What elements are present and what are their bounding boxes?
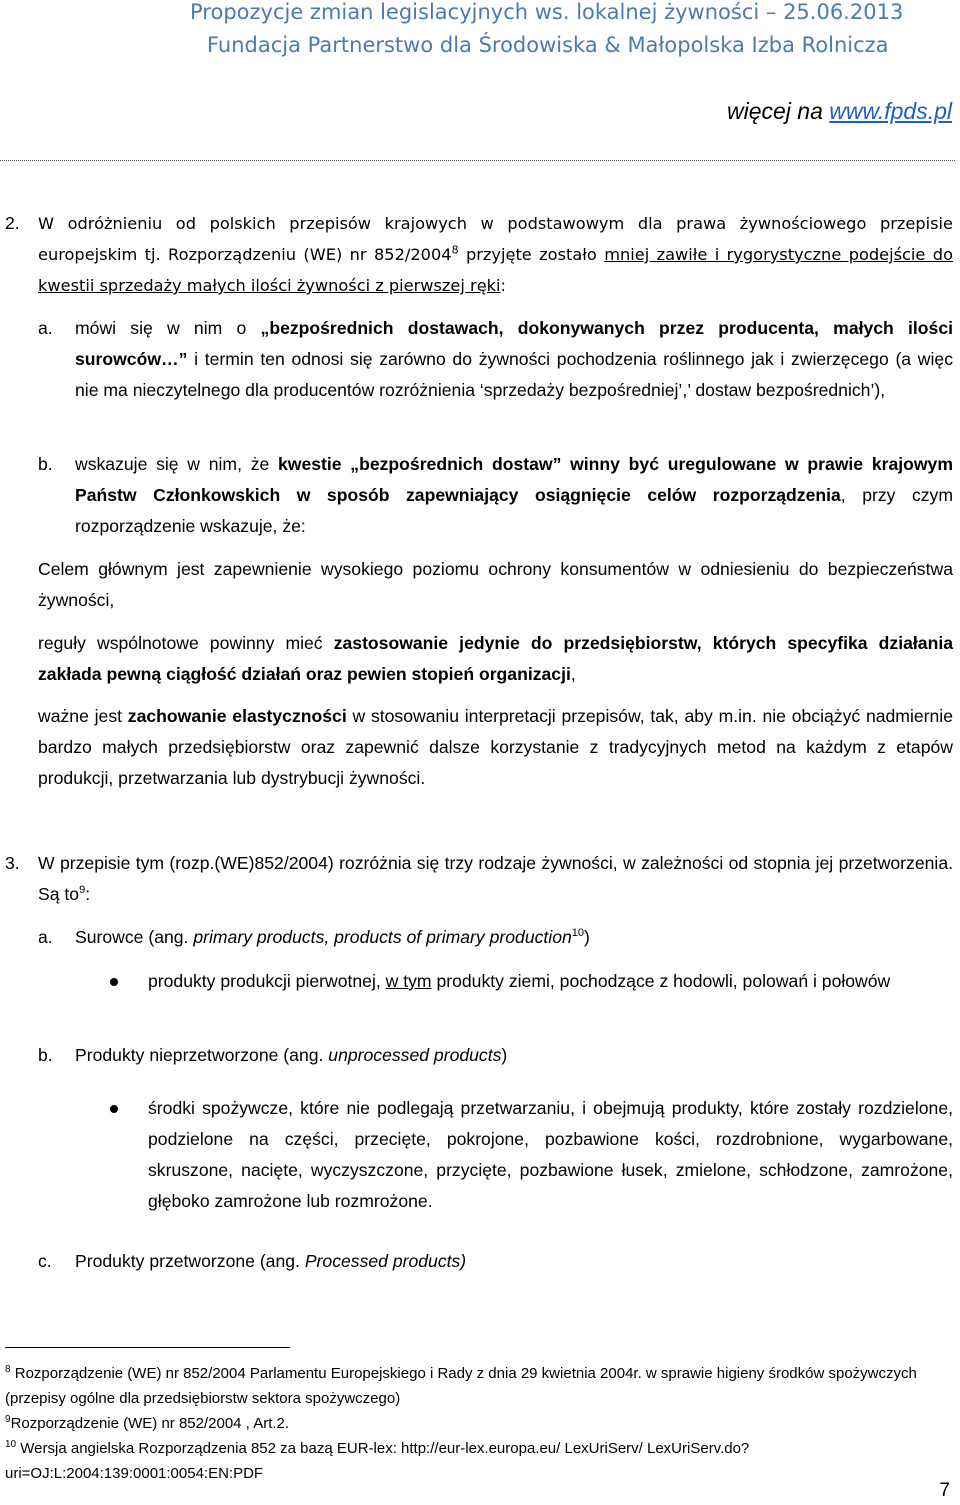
section-3-text-tail: : <box>85 884 91 904</box>
header-more-link <box>727 98 952 125</box>
item-b-text <box>75 449 953 542</box>
footnote-8-text: Rozporządzenie (WE) nr 852/2004 Parlamentu Europejskiego i Rady z dnia 29 kwietnia 2004r. w sprawie higieny środków spożywczych (przepisy ogólne dla przedsiębiorstw sektora spożywczego) <box>5 1365 917 1407</box>
footnote-8 <box>5 1361 925 1411</box>
category-a-label: a. <box>38 927 53 947</box>
paragraph-rules-part2: , <box>570 664 576 684</box>
paragraph-flexibility-bold: zachowanie elastyczności <box>127 706 347 726</box>
category-b-italic: unprocessed products <box>328 1045 502 1065</box>
header-title: Propozycje zmian legislacyjnych ws. lokalnej żywności – 25.06.2013 <box>190 0 904 24</box>
category-b-part1: Produkty nieprzetworzone (ang. <box>75 1045 329 1065</box>
paragraph-rules-part1: reguły wspólnotowe powinny mieć <box>38 633 334 653</box>
section-2-text-part3: : <box>500 276 506 295</box>
item-a-bold: „bezpośrednich dostawach, dokonywanych przez producenta, małych ilości surowców…” <box>75 318 954 369</box>
paragraph-rules-bold: zastosowanie jedynie do przedsiębiorstw, których specyfika działania zakłada pewną ciągłość działań oraz pewien stopień organizacji <box>38 633 953 684</box>
bullet-a-part1: produkty produkcji pierwotnej, <box>148 971 386 991</box>
category-b-label: b. <box>38 1045 53 1065</box>
footnote-9-number: 9 <box>5 1414 11 1425</box>
footnote-10-number: 10 <box>5 1439 17 1450</box>
header-more-prefix: więcej na <box>727 98 830 124</box>
header-subtitle: Fundacja Partnerstwo dla Środowiska & Małopolska Izba Rolnicza <box>207 33 889 57</box>
item-a-part1: mówi się w nim o <box>75 318 261 338</box>
page-number: 7 <box>939 1480 950 1501</box>
footnote-ref-9: 9 <box>79 884 86 897</box>
footnote-divider <box>5 1347 290 1348</box>
category-c-italic: Processed products) <box>304 1251 467 1271</box>
category-b-text <box>75 1040 953 1071</box>
category-c-label: c. <box>38 1251 52 1271</box>
section-3-number: 3. <box>5 853 20 873</box>
item-a-part2: i termin ten odnosi się zarówno do żywności pochodzenia roślinnego jak i zwierzęcego (a więc nie ma nieczytelnego dla producentów rozróżnienia ‘sprzedaży bezpośredniej’,’ dostaw bezpośrednich’), <box>75 349 953 400</box>
item-b-label: b. <box>38 454 53 474</box>
bullet-a-part2: produkty ziemi, pochodzące z hodowli, polowań i połowów <box>431 971 891 991</box>
category-c-text <box>75 1246 953 1277</box>
paragraph-rules <box>38 628 953 690</box>
paragraph-flexibility-part2: w stosowaniu interpretacji przepisów, tak, aby m.in. nie obciążyć nadmiernie bardzo małych przedsiębiorstw oraz zapewnić dalsze korzystanie z tradycyjnych metod na każdym z etapów produkcji, przetwarzania lub dystrybucji żywności. <box>38 706 953 788</box>
item-a-text <box>75 313 953 406</box>
footnote-9 <box>5 1411 925 1436</box>
category-a-text <box>75 922 953 953</box>
bullet-a-text <box>148 966 953 997</box>
section-2-text <box>38 208 953 301</box>
section-2-text-part2: przyjęte zostało <box>458 245 605 264</box>
section-2-number: 2. <box>5 213 20 233</box>
footnote-10-text: Wersja angielska Rozporządzenia 852 za bazą EUR-lex: http://eur-lex.europa.eu/ LexUriServ/ LexUriServ.do?uri=OJ:L:2004:139:0001:0054:EN:PDF <box>5 1440 750 1482</box>
section-2-underlined: mniej zawiłe i rygorystyczne podejście do kwestii sprzedaży małych ilości żywności z pierwszej ręki <box>38 245 953 295</box>
item-b-part1: wskazuje się w nim, że <box>75 454 278 474</box>
item-b-part2: , przy czym rozporządzenie wskazuje, że: <box>75 485 954 536</box>
category-a-part1: Surowce (ang. <box>75 927 194 947</box>
paragraph-goal: Celem głównym jest zapewnienie wysokiego poziomu ochrony konsumentów w odniesieniu do bezpieczeństwa żywności, <box>38 559 953 610</box>
item-b-bold: kwestie „bezpośrednich dostaw” winny być uregulowane w prawie krajowym Państw Członkowskich w sposób zapewniający osiągnięcie celów rozporządzenia <box>75 454 953 505</box>
paragraph-flexibility-part1: ważne jest <box>38 706 128 726</box>
category-b-part2: ) <box>501 1045 508 1065</box>
bullet-dot <box>110 978 118 986</box>
bullet-b-text: środki spożywcze, które nie podlegają przetwarzaniu, i obejmują produkty, które zostały rozdzielone, podzielone na części, przecięte, pokrojone, pozbawione kości, rozdrobnione, wygarbowane, skruszone, nacięte, wyczyszczone, przycięte, pozbawione łusek, zmielone, schłodzone, zamrożone, głęboko zamrożone lub rozmrożone. <box>148 1098 953 1211</box>
footnote-ref-8: 8 <box>451 243 459 257</box>
category-c-part1: Produkty przetworzone (ang. <box>75 1251 305 1271</box>
paragraph-flexibility <box>38 701 953 794</box>
item-a-label: a. <box>38 318 53 338</box>
section-3-text <box>38 848 953 910</box>
footnote-10 <box>5 1436 885 1486</box>
section-2-text-part1: W odróżnieniu od polskich przepisów krajowych w podstawowym dla prawa żywnościowego przepisie europejskim tj. Rozporządzeniu (WE) nr 852/2004 <box>38 214 953 264</box>
footnote-8-number: 8 <box>5 1364 11 1375</box>
header-divider <box>0 160 955 161</box>
category-a-italic: primary products, products of primary production <box>193 927 572 947</box>
bullet-dot <box>110 1105 118 1113</box>
footnote-ref-10: 10 <box>571 927 585 940</box>
website-link[interactable]: www.fpds.pl <box>829 98 952 124</box>
category-a-part2: ) <box>584 927 590 947</box>
section-3-text-main: W przepisie tym (rozp.(WE)852/2004) rozróżnia się trzy rodzaje żywności, w zależności od stopnia jej przetworzenia. Są to <box>38 853 953 904</box>
footnote-9-text: Rozporządzenie (WE) nr 852/2004 , Art.2. <box>10 1415 290 1432</box>
bullet-a-underlined: w tym <box>385 971 432 991</box>
